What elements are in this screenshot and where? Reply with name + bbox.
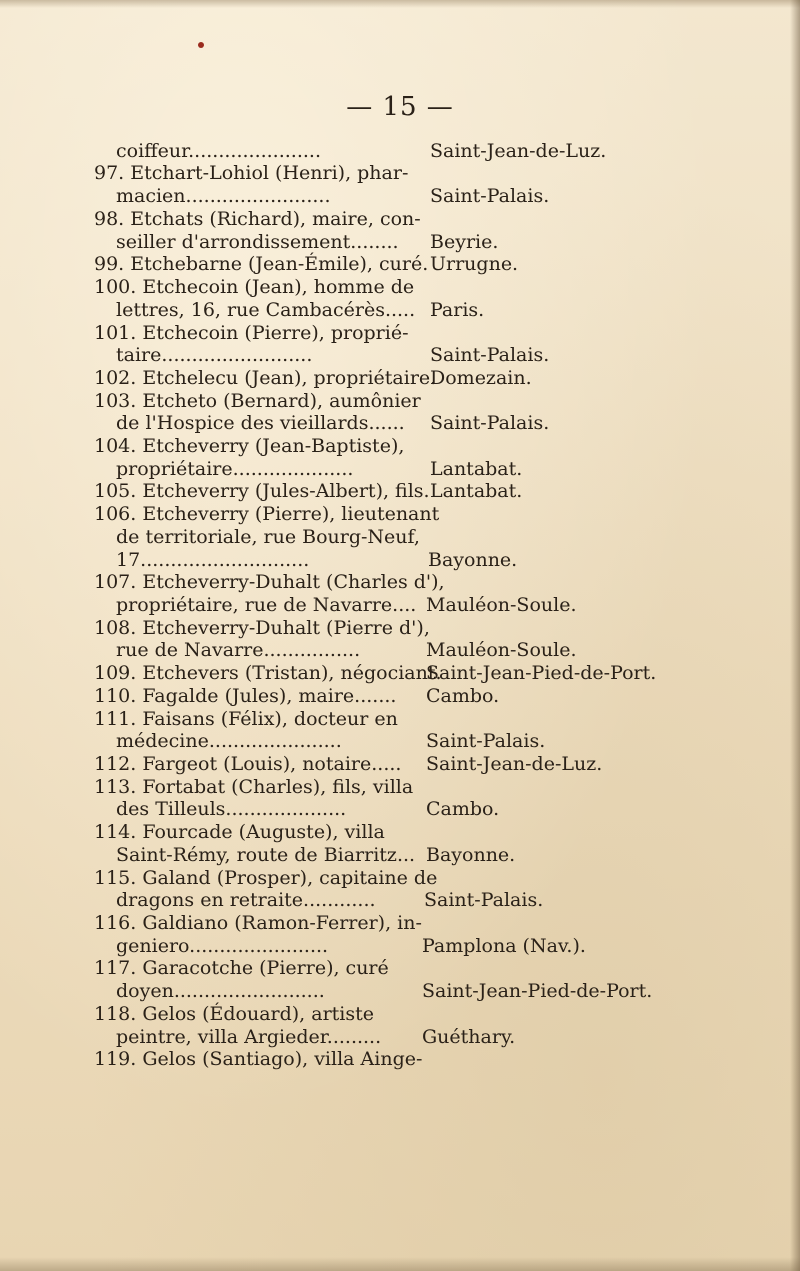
entry-line: 116. Galdiano (Ramon-Ferrer), in- [94, 912, 422, 934]
place-name: Saint-Palais. [424, 889, 544, 911]
place-name: Saint-Jean-Pied-de-Port. [426, 662, 657, 684]
entry-line: 112. Fargeot (Louis), notaire..... [94, 753, 402, 775]
entry-line: 111. Faisans (Félix), docteur en [94, 708, 398, 730]
entry-line: 97. Etchart-Lohiol (Henri), phar- [94, 162, 409, 184]
entry-line: Saint-Rémy, route de Biarritz... [116, 844, 416, 866]
entry-line: 103. Etcheto (Bernard), aumônier [94, 390, 421, 412]
place-name: Cambo. [426, 798, 500, 820]
entry-line: 106. Etcheverry (Pierre), lieutenant [94, 503, 440, 525]
place-name: Saint-Jean-de-Luz. [430, 140, 607, 162]
entry-line: taire......................... [116, 344, 313, 366]
entry-line: geniero....................... [116, 935, 329, 957]
entry-line: 101. Etchecoin (Pierre), proprié- [94, 322, 409, 344]
place-name: Saint-Palais. [426, 730, 546, 752]
place-name: Mauléon-Soule. [426, 594, 577, 616]
entry-line: rue de Navarre................ [116, 639, 361, 661]
place-name: Pamplona (Nav.). [422, 935, 586, 957]
entry-line: 102. Etchelecu (Jean), propriétaire. [94, 367, 437, 389]
entry-line: propriétaire, rue de Navarre.... [116, 594, 417, 616]
place-name: Bayonne. [426, 844, 516, 866]
place-name: Beyrie. [430, 231, 499, 253]
entry-line: 98. Etchats (Richard), maire, con- [94, 208, 421, 230]
entry-line: médecine...................... [116, 730, 342, 752]
entry-line: 100. Etchecoin (Jean), homme de [94, 276, 415, 298]
page-bottom-edge [0, 1257, 800, 1271]
entry-line: 113. Fortabat (Charles), fils, villa [94, 776, 414, 798]
place-name: Domezain. [430, 367, 532, 389]
entry-line: doyen......................... [116, 980, 325, 1002]
place-name: Bayonne. [428, 549, 518, 571]
entry-line: peintre, villa Argieder......... [116, 1026, 382, 1048]
entry-line: 17............................ [116, 549, 310, 571]
entry-line: 114. Fourcade (Auguste), villa [94, 821, 385, 843]
entry-line: des Tilleuls.................... [116, 798, 347, 820]
entry-line: coiffeur...................... [116, 140, 322, 162]
place-name: Cambo. [426, 685, 500, 707]
entry-line: 108. Etcheverry-Duhalt (Pierre d'), [94, 617, 430, 639]
entry-line: 104. Etcheverry (Jean-Baptiste), [94, 435, 405, 457]
entry-line: 117. Garacotche (Pierre), curé [94, 957, 389, 979]
place-name: Guéthary. [422, 1026, 516, 1048]
place-name: Paris. [430, 299, 485, 321]
page-number: — 15 — [346, 92, 454, 122]
entry-line: propriétaire.................... [116, 458, 354, 480]
entry-line: macien........................ [116, 185, 331, 207]
place-name: Mauléon-Soule. [426, 639, 577, 661]
place-name: Saint-Jean-Pied-de-Port. [422, 980, 653, 1002]
place-name: Lantabat. [430, 458, 523, 480]
ink-spot [198, 42, 204, 48]
place-name: Lantabat. [430, 480, 523, 502]
entry-line: de territoriale, rue Bourg-Neuf, [116, 526, 420, 548]
place-name: Saint-Palais. [430, 185, 550, 207]
entry-line: 99. Etchebarne (Jean-Émile), curé. [94, 253, 429, 275]
page-right-edge [790, 0, 800, 1271]
entry-line: 118. Gelos (Édouard), artiste [94, 1003, 375, 1025]
entry-line: lettres, 16, rue Cambacérès..... [116, 299, 416, 321]
entry-line: 119. Gelos (Santiago), villa Ainge- [94, 1048, 423, 1070]
entry-line: de l'Hospice des vieillards...... [116, 412, 405, 434]
place-name: Saint-Palais. [430, 412, 550, 434]
place-name: Saint-Palais. [430, 344, 550, 366]
entry-line: 107. Etcheverry-Duhalt (Charles d'), [94, 571, 445, 593]
entry-line: 109. Etchevers (Tristan), négociant. [94, 662, 442, 684]
place-name: Urrugne. [430, 253, 519, 275]
entry-line: dragons en retraite............ [116, 889, 376, 911]
place-name: Saint-Jean-de-Luz. [426, 753, 603, 775]
page-top-edge [0, 0, 800, 8]
entry-line: seiller d'arrondissement........ [116, 231, 399, 253]
entry-line: 110. Fagalde (Jules), maire....... [94, 685, 397, 707]
entry-line: 105. Etcheverry (Jules-Albert), fils. [94, 480, 430, 502]
entry-line: 115. Galand (Prosper), capitaine de [94, 867, 438, 889]
